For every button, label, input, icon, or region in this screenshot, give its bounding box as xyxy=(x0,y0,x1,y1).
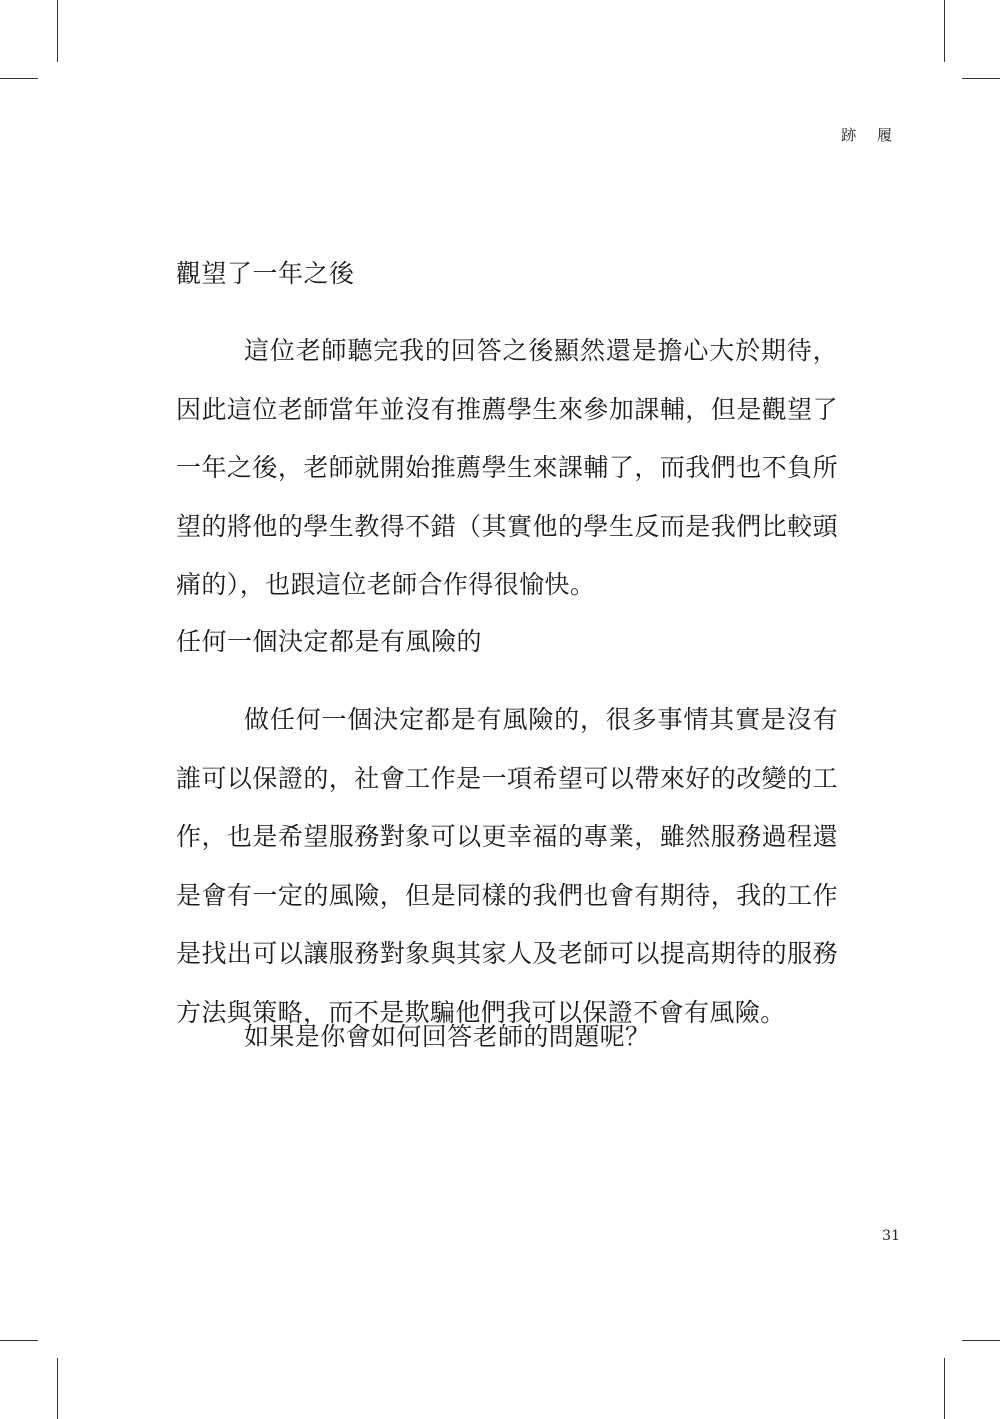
running-header: 跡 履 xyxy=(841,126,900,144)
crop-mark-bottom-left-vertical xyxy=(57,1358,58,1419)
crop-mark-bottom-right-horizontal xyxy=(962,1340,1000,1341)
crop-mark-bottom-left-horizontal xyxy=(0,1340,38,1341)
crop-mark-top-left-horizontal xyxy=(0,78,38,79)
crop-mark-top-left-vertical xyxy=(57,0,58,62)
crop-mark-top-right-vertical xyxy=(944,0,945,62)
body-paragraph: 做任何一個決定都是有風險的，很多事情其實是沒有誰可以保證的，社會工作是一項希望可以帶來好的改變的工作，也是希望服務對象可以更幸福的專業，雖然服務過程還是會有一定的風險，但是同樣的我們也會有期待，我的工作是找出可以讓服務對象與其家人及老師可以提高期待的服務方法與策略，而不是欺騙他們我可以保證不會有風險。 xyxy=(176,705,838,1027)
body-paragraph: 這位老師聽完我的回答之後顯然還是擔心大於期待，因此這位老師當年並沒有推薦學生來參加課輔，但是觀望了一年之後，老師就開始推薦學生來課輔了，而我們也不負所望的將他的學生教得不錯（其實他的學生反而是我們比較頭痛的），也跟這位老師合作得很愉快。 xyxy=(176,336,838,599)
page-number: 31 xyxy=(882,1228,900,1244)
crop-mark-bottom-right-vertical xyxy=(944,1358,945,1419)
crop-mark-top-right-horizontal xyxy=(962,78,1000,79)
section-heading: 任何一個決定都是有風險的 xyxy=(176,627,483,656)
section-heading: 觀望了一年之後 xyxy=(176,259,355,288)
body-paragraph: 如果是你會如何回答老師的問題呢？ xyxy=(244,1022,651,1051)
